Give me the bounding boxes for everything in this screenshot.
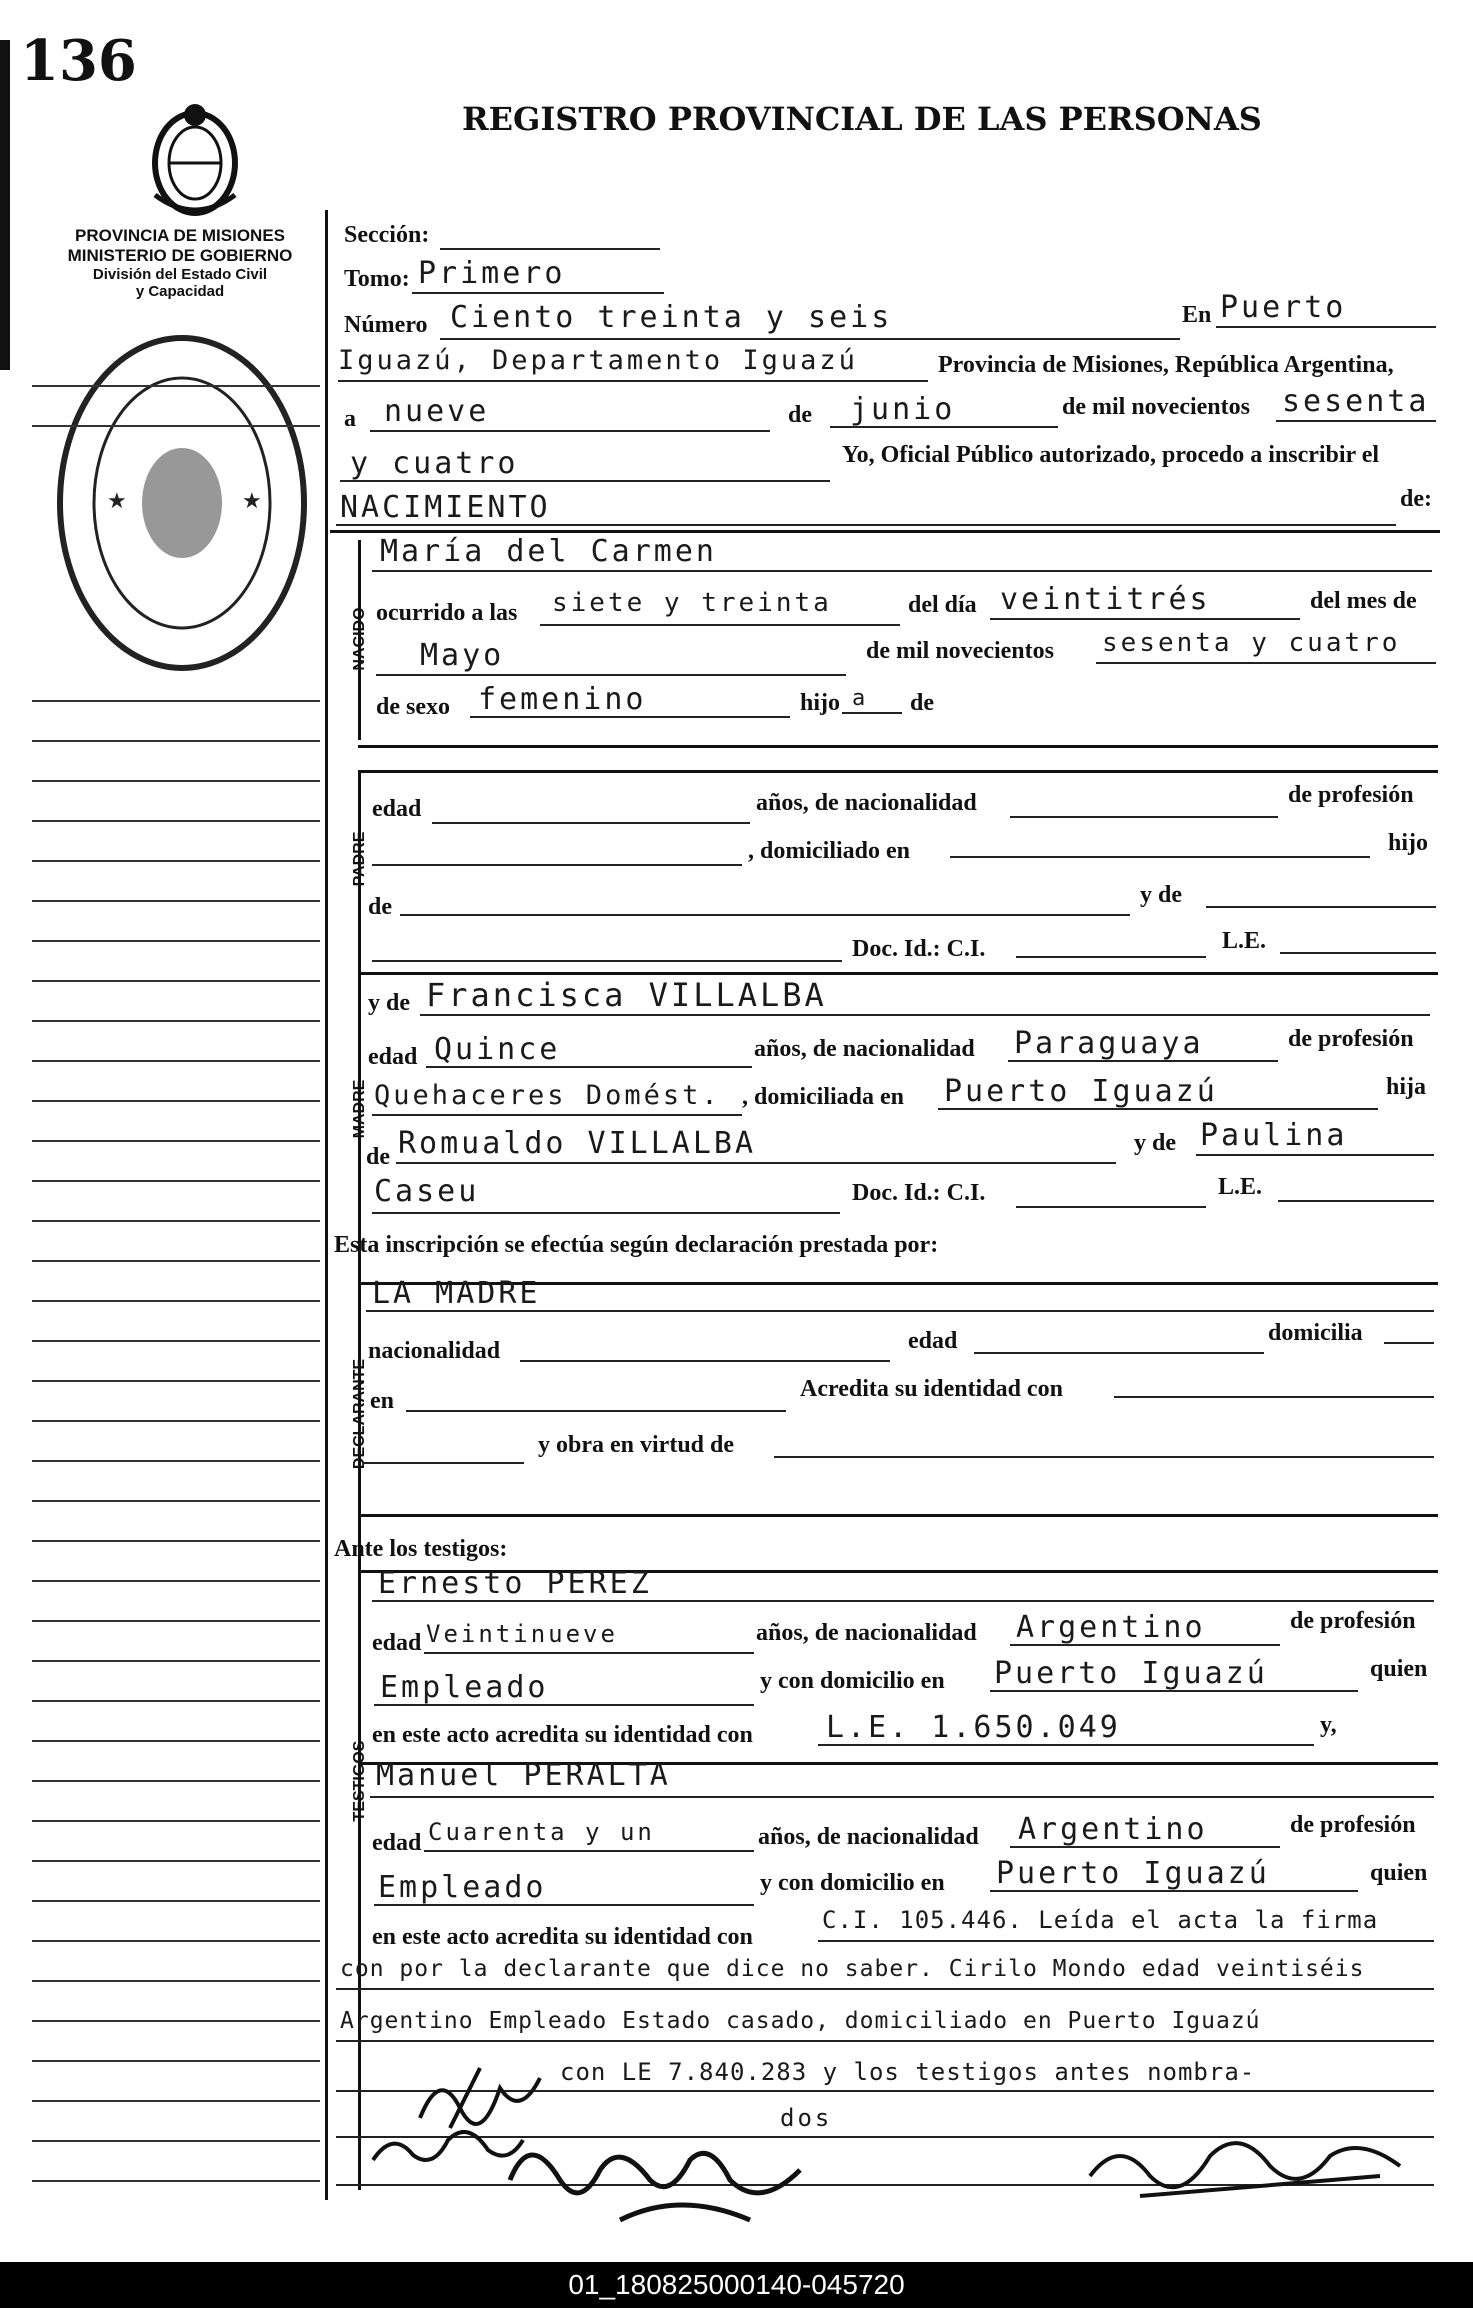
madre-edad-label: edad [368, 1044, 418, 1070]
testigo1-acredita-label: en este acto acredita su identidad con [372, 1722, 753, 1748]
closing-note-line4: dos [780, 2104, 833, 2132]
testigo1-profesion-value: Empleado [380, 1670, 549, 1705]
padre-hijo-label: hijo [1388, 830, 1429, 856]
padre-de-label: de [368, 894, 392, 920]
nacido-de-label: de [910, 690, 934, 716]
madre-madre-value: Paulina [1200, 1118, 1348, 1153]
declarante-en-label: en [370, 1388, 394, 1414]
testigo2-nacionalidad-value: Argentino [1018, 1812, 1208, 1847]
de-label: de [788, 402, 812, 428]
madre-nacionalidad-value: Paraguaya [1014, 1026, 1204, 1061]
signature-center [500, 2120, 820, 2230]
oficial-text: Yo, Oficial Público autorizado, procedo a inscribir el [842, 442, 1380, 468]
closing-note-line2: Argentino Empleado Estado casado, domiciliado en Puerto Iguazú [340, 2008, 1261, 2034]
year-value: sesenta [1282, 384, 1430, 419]
madre-nacionalidad-label: años, de nacionalidad [754, 1036, 975, 1062]
declarante-name-value: LA MADRE [372, 1276, 541, 1311]
a-label: a [344, 406, 356, 432]
del-dia-label: del día [908, 592, 977, 618]
official-seal-stamp [52, 328, 312, 678]
testigo2-edad-label: edad [372, 1830, 422, 1856]
document-title: REGISTRO PROVINCIAL DE LAS PERSONAS [462, 100, 1262, 138]
testigo2-edad-value: Cuarenta y un [428, 1818, 655, 1846]
ocurrido-label: ocurrido a las [376, 600, 518, 626]
declarante-section-label: DECLARANTE [351, 1358, 368, 1470]
madre-profesion-label: de profesión [1288, 1026, 1414, 1052]
coat-of-arms-emblem [140, 95, 250, 225]
madre-edad-value: Quince [434, 1032, 561, 1067]
madre-y-de-label: y de [368, 990, 410, 1016]
numero-value: Ciento treinta y seis [450, 300, 893, 335]
year-value-2: y cuatro [350, 446, 519, 481]
image-id-footer: 01_180825000140-045720 [0, 2262, 1473, 2308]
testigo2-domicilio-label: y con domicilio en [760, 1870, 945, 1896]
closing-note-line1: con por la declarante que dice no saber. Cirilo Mondo edad veintiséis [340, 1956, 1365, 1982]
madre-name-value: Francisca VILLALBA [426, 976, 827, 1014]
padre-doc-label: Doc. Id.: C.I. [852, 936, 986, 962]
page-number: 136 [20, 28, 137, 94]
mes-value: Mayo [420, 638, 505, 673]
anio-value: sesenta y cuatro [1102, 628, 1401, 658]
declarante-nacionalidad-label: nacionalidad [368, 1338, 501, 1364]
madre-le-label: L.E. [1218, 1174, 1263, 1200]
testigo2-profesion-label: de profesión [1290, 1812, 1416, 1838]
testigo2-name-value: Manuel PERALTA [376, 1758, 671, 1793]
hijo-label: hijo [800, 690, 841, 716]
issuer-ministry: MINISTERIO DE GOBIERNO [67, 246, 293, 265]
testigo1-name-value: Ernesto PEREZ [378, 1566, 652, 1601]
de-colon-label: de: [1400, 486, 1432, 512]
hijo-suffix: a [852, 686, 869, 711]
madre-section-label: MADRE [351, 1079, 368, 1139]
declarante-domicilia-label: domicilia [1268, 1320, 1363, 1346]
nacido-name-value: María del Carmen [380, 534, 717, 569]
issuer-province: PROVINCIA DE MISIONES [74, 226, 285, 245]
testigo1-nacionalidad-label: años, de nacionalidad [756, 1620, 977, 1646]
madre-padre-value: Romualdo VILLALBA [398, 1126, 757, 1161]
dia-value: veintitrés [1000, 582, 1211, 617]
testigo1-domicilio-label: y con domicilio en [760, 1668, 945, 1694]
month-value: junio [850, 392, 956, 427]
testigo2-acredita-label: en este acto acredita su identidad con [372, 1924, 753, 1950]
declarante-intro: Esta inscripción se efectúa según declaración prestada por: [334, 1232, 939, 1258]
padre-y-de-label: y de [1140, 882, 1182, 908]
hora-value: siete y treinta [552, 588, 832, 618]
testigo1-nacionalidad-value: Argentino [1016, 1610, 1206, 1645]
en-value: Puerto [1220, 290, 1347, 325]
del-mes-label: del mes de [1310, 588, 1417, 614]
sexo-value: femenino [478, 682, 647, 717]
sexo-label: de sexo [376, 694, 450, 720]
day-value: nueve [384, 394, 490, 429]
act-value: NACIMIENTO [340, 490, 551, 525]
seccion-label: Sección: [344, 222, 430, 248]
madre-domiciliada-label: , domiciliada en [742, 1084, 905, 1110]
place-value: Iguazú, Departamento Iguazú [338, 345, 858, 376]
provincia-text: Provincia de Misiones, República Argentina, [938, 352, 1394, 378]
madre-profesion-value: Quehaceres Domést. [374, 1080, 721, 1111]
svg-text:★: ★ [242, 489, 262, 514]
testigo1-domicilio-value: Puerto Iguazú [994, 1656, 1268, 1691]
nacido-section-label: NACIDO [351, 607, 368, 671]
testigo2-profesion-value: Empleado [378, 1870, 547, 1905]
padre-edad-label: edad [372, 796, 422, 822]
en-label: En [1182, 302, 1212, 328]
testigos-intro: Ante los testigos: [334, 1536, 508, 1562]
binding-edge [0, 40, 10, 370]
signature-official [1080, 2116, 1420, 2216]
testigo1-quien-label: quien [1370, 1656, 1428, 1682]
declarante-acredita-label: Acredita su identidad con [800, 1376, 1063, 1402]
issuer-division: División del Estado Civil [92, 266, 268, 283]
madre-hija-label: hija [1386, 1074, 1427, 1100]
testigo2-nacionalidad-label: años, de nacionalidad [758, 1824, 979, 1850]
testigo1-profesion-label: de profesión [1290, 1608, 1416, 1634]
numero-label: Número [344, 312, 428, 338]
testigo1-edad-value: Veintinueve [426, 1620, 618, 1648]
madre-domicilio-value: Puerto Iguazú [944, 1074, 1218, 1109]
tomo-value: Primero [418, 256, 566, 291]
closing-note-line3: con LE 7.840.283 y los testigos antes nombra- [560, 2058, 1256, 2086]
testigo2-quien-label: quien [1370, 1860, 1428, 1886]
testigo2-domicilio-value: Puerto Iguazú [996, 1856, 1270, 1891]
issuer-division-2: y Capacidad [135, 283, 225, 300]
testigo1-edad-label: edad [372, 1630, 422, 1656]
madre-y-de2-label: y de [1134, 1130, 1176, 1156]
testigo1-id-value: L.E. 1.650.049 [826, 1710, 1121, 1745]
year-text: de mil novecientos [1062, 394, 1250, 420]
tomo-label: Tomo: [344, 266, 410, 292]
testigos-section-label: TESTIGOS [351, 1740, 368, 1822]
declarante-edad-label: edad [908, 1328, 958, 1354]
padre-le-label: L.E. [1222, 928, 1267, 954]
padre-profesion-label: de profesión [1288, 782, 1414, 808]
madre-doc-label: Doc. Id.: C.I. [852, 1180, 986, 1206]
padre-domiciliado-label: , domiciliado en [748, 838, 911, 864]
madre-de-label: de [366, 1144, 390, 1170]
madre-madre-value-2: Caseu [374, 1174, 480, 1209]
padre-nacionalidad-label: años, de nacionalidad [756, 790, 977, 816]
anio-label: de mil novecientos [866, 638, 1054, 664]
declarante-obra-label: y obra en virtud de [538, 1432, 735, 1458]
svg-text:★: ★ [107, 489, 127, 514]
testigo2-id-value: C.I. 105.446. Leída el acta la firma [822, 1906, 1379, 1934]
padre-section-label: PADRE [351, 831, 368, 887]
testigo1-y-label: y, [1320, 1712, 1337, 1738]
